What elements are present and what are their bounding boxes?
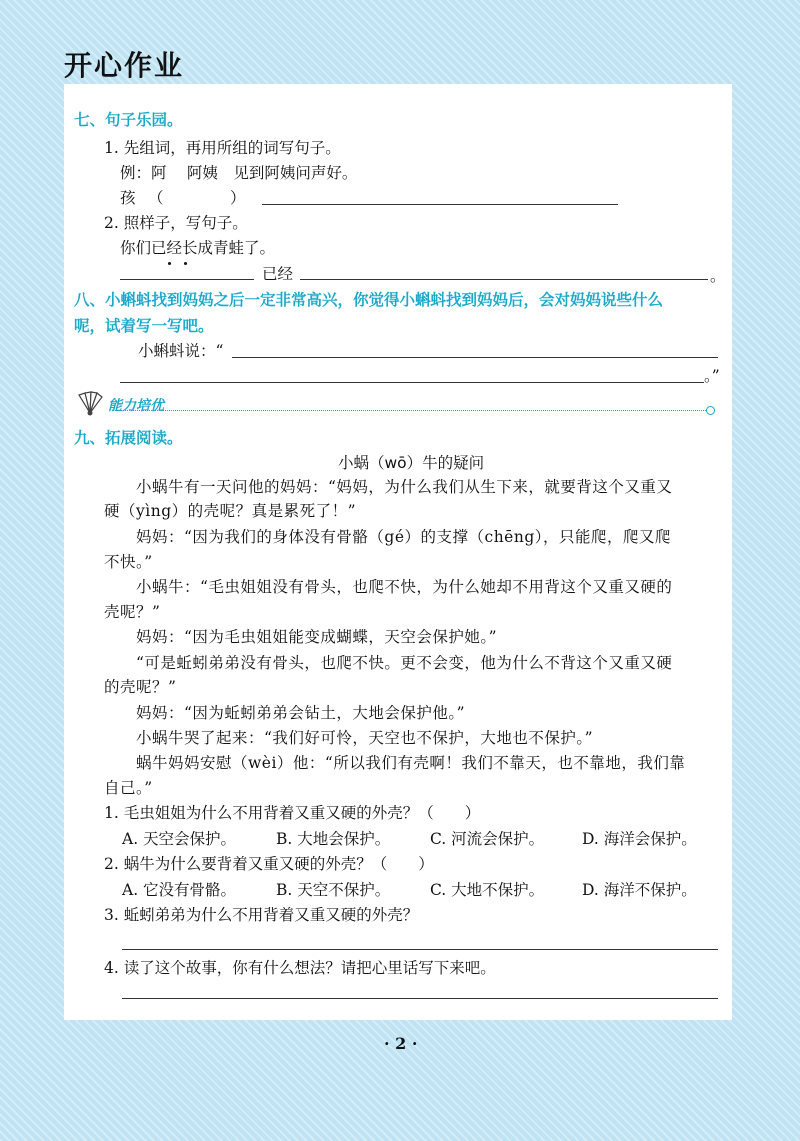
story-line: 蜗牛妈妈安慰（wèi）他：“所以我们有壳啊！我们不靠天，也不靠地，我们靠 [104,754,686,772]
q1-option-a[interactable]: A. 天空会保护。 [122,830,237,848]
badge-rule-end-circle [706,406,715,415]
ability-badge-label: 能力培优 [108,398,164,414]
section7-kid-char: 孩 [120,189,136,207]
story-line: 小蜗牛有一天问他的妈妈：“妈妈，为什么我们从生下来，就要背这个又重又 [104,478,673,496]
section7-q1: 1. 先组词，再用所组的词写句子。 [104,139,341,157]
ability-badge [76,389,164,421]
q1-option-b[interactable]: B. 大地会保护。 [276,830,391,848]
story-line: 自己。” [104,779,153,797]
question-2: 2. 蜗牛为什么要背着又重又硬的外壳？（ ） [104,855,434,873]
section7-example: 例：阿 阿姨 见到阿姨问声好。 [120,164,358,182]
section7-period: 。 [710,267,726,285]
brand-title: 开心作业 [64,49,185,82]
section8-heading-line2: 呢，试着写一写吧。 [74,317,214,335]
story-line: 小蜗牛哭了起来：“我们好可怜，天空也不保护，大地也不保护。” [104,729,594,747]
question-1: 1. 毛虫姐姐为什么不用背着又重又硬的外壳？（ ） [104,804,481,822]
q2-option-d[interactable]: D. 海洋不保护。 [582,881,697,899]
answer-line-subject[interactable] [120,279,254,280]
story-line: 妈妈：“因为我们的身体没有骨骼（gé）的支撑（chēng），只能爬，爬又爬 [104,528,672,546]
story-line: 不快。” [104,553,153,571]
story-line: 妈妈：“因为毛虫姐姐能变成蝴蝶，天空会保护她。” [104,628,498,646]
section8-end: 。” [704,367,720,385]
story-title: 小蜗（wō）牛的疑问 [338,454,485,472]
section9-heading: 九、拓展阅读。 [74,429,183,447]
section7-paren-open: （ [148,189,164,207]
story-line: 硬（yìng）的壳呢？真是累死了！” [104,502,357,520]
question-3: 3. 蚯蚓弟弟为什么不用背着又重又硬的外壳？ [104,906,419,924]
answer-line-q4[interactable] [122,998,718,999]
answer-line-sentence1[interactable] [262,204,618,205]
section7-sample: 你们已经长成青蛙了。 [120,239,276,257]
ability-fan-icon [76,389,104,421]
answer-line-q3[interactable] [122,949,718,950]
answer-line-tadpole2[interactable] [120,382,704,383]
answer-line-predicate[interactable] [300,279,708,280]
answer-line-tadpole1[interactable] [232,357,718,358]
badge-dotted-rule [112,410,712,411]
story-line: “可是蚯蚓弟弟没有骨头，也爬不快。更不会变，他为什么不背这个又重又硬 [104,654,673,672]
section7-paren-close: ） [230,189,246,207]
emphasis-dot [168,262,171,265]
section8-heading-line1: 八、小蝌蚪找到妈妈之后一定非常高兴，你觉得小蝌蚪找到妈妈后，会对妈妈说些什么 [74,291,664,309]
story-line: 壳呢？” [104,603,161,621]
q2-option-b[interactable]: B. 天空不保护。 [276,881,391,899]
q1-option-c[interactable]: C. 河流会保护。 [430,830,545,848]
story-line: 的壳呢？” [104,678,177,696]
page-number: · 2 · [384,1034,418,1053]
story-line: 妈妈：“因为蚯蚓弟弟会钻土，大地会保护他。” [104,704,466,722]
section8-prompt: 小蝌蚪说：“ [138,342,224,360]
q2-option-a[interactable]: A. 它没有骨骼。 [122,881,237,899]
section7-heading: 七、句子乐园。 [74,111,183,129]
q2-option-c[interactable]: C. 大地不保护。 [430,881,545,899]
section7-q2: 2. 照样子，写句子。 [104,214,248,232]
section7-already: 已经 [262,265,294,283]
question-4: 4. 读了这个故事，你有什么想法？请把心里话写下来吧。 [104,959,496,977]
emphasis-dot [184,262,187,265]
story-line: 小蜗牛：“毛虫姐姐没有骨头，也爬不快，为什么她却不用背这个又重又硬的 [104,578,673,596]
q1-option-d[interactable]: D. 海洋会保护。 [582,830,697,848]
